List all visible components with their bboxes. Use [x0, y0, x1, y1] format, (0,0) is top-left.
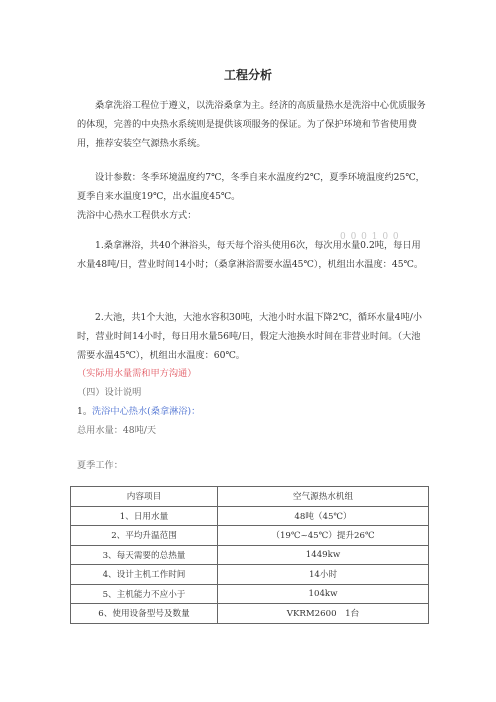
table-cell: （19℃~45℃）提升26℃ [218, 526, 429, 546]
table-cell: 1449kw [218, 545, 429, 565]
page-title: 工程分析 [223, 68, 272, 82]
watermark: 0 0 0 1 0 0 [340, 232, 400, 242]
table-cell: 6、使用设备型号及数量 [71, 604, 218, 624]
summer-work-table [70, 486, 429, 624]
table-cell: 2、平均升温范围 [71, 526, 218, 546]
table-cell: 48吨（45℃） [218, 506, 429, 526]
table-header-cell: 空气源热水机组 [218, 487, 429, 507]
table-row [71, 526, 429, 546]
table-cell: 4、设计主机工作时间 [71, 565, 218, 585]
subsection-number: 1。 [77, 406, 93, 417]
table-row [71, 545, 429, 565]
table-row [71, 506, 429, 526]
section-heading: （四）设计说明 [77, 387, 142, 398]
table-header-row [71, 487, 429, 507]
table-row [71, 604, 429, 624]
actual-usage-note: （实际用水量需和甲方沟通） [77, 368, 197, 379]
table-cell: VKRM2600 1台 [218, 604, 429, 624]
table-header-cell: 内容项目 [71, 487, 218, 507]
table-cell: 14小时 [218, 565, 429, 585]
table-row [71, 584, 429, 604]
intro-paragraph: 桑拿洗浴工程位于遵义，以洗浴桑拿为主。经济的高质量热水是洗浴中心优质服务的体现，完善的中央热水系统则是提供该项服务的保证。为了保护环境和节省使用费用，推荐安装空气源热水系统。 [77, 100, 426, 149]
table-cell: 3、每天需要的总热量 [71, 545, 218, 565]
supply-heading: 洗浴中心热水工程供水方式： [77, 210, 197, 221]
table-cell: 1、日用水量 [71, 506, 218, 526]
design-params-paragraph: 设计参数：冬季环境温度约7℃，冬季自来水温度约2℃，夏季环境温度约25℃，夏季自来水温度19℃，出水温度45℃。 [77, 172, 425, 202]
supply-item-1: 1.桑拿淋浴，共40个淋浴头，每天每个浴头使用6次，每次用水量0.2吨，每日用水量48吨/日，营业时间14小时；（桑拿淋浴需要水温45℃），机组出水温度：45℃。 [77, 240, 424, 270]
summer-heading: 夏季工作： [77, 460, 123, 471]
subsection-label: 洗浴中心热水(桑拿淋浴)： [92, 406, 201, 417]
subsection-heading [77, 405, 427, 419]
table-cell: 104kw [218, 584, 429, 604]
supply-item-2: 2.大池，共1个大池，大池水容积30吨，大池小时水温下降2℃，循环水量4吨/小时，营业时间14小时，每日用水量56吨/日，假定大池换水时间在非营业时间。（大池需要水温45℃），机组出水温度：60℃。 [77, 312, 422, 361]
table-row [71, 565, 429, 585]
total-water-usage: 总用水量：48吨/天 [77, 425, 157, 436]
table-cell: 5、主机能力不应小于 [71, 584, 218, 604]
